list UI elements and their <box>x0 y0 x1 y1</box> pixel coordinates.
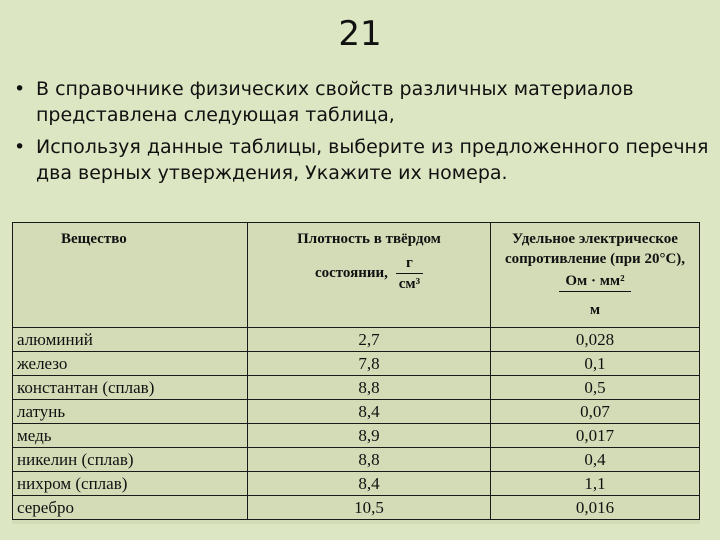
resistivity-cell: 0,016 <box>491 496 700 520</box>
resistivity-header <box>491 223 700 328</box>
density-cell: 8,4 <box>248 400 491 424</box>
table-row <box>13 448 700 472</box>
table-row <box>13 376 700 400</box>
table-header-row <box>13 223 700 328</box>
bullet-list <box>10 76 710 192</box>
table-row <box>13 328 700 352</box>
density-unit-denominator: см³ <box>398 276 421 292</box>
density-cell: 10,5 <box>248 496 491 520</box>
bullet-text: Используя данные таблицы, выберите из предложенного перечня два верных утверждения, Укажите их номера. <box>36 136 709 184</box>
substance-cell: железо <box>13 352 248 376</box>
resistivity-header-line1: Удельное электрическое <box>512 231 678 247</box>
density-cell: 8,4 <box>248 472 491 496</box>
density-header-line2: состоянии, <box>314 264 388 281</box>
density-cell: 8,9 <box>248 424 491 448</box>
substance-cell: серебро <box>13 496 248 520</box>
substance-cell: латунь <box>13 400 248 424</box>
resistivity-cell: 0,07 <box>491 400 700 424</box>
resistivity-unit-numerator: Ом · мм² <box>559 271 630 292</box>
resistivity-cell: 0,017 <box>491 424 700 448</box>
slide-number: 21 <box>338 14 382 54</box>
properties-table-container <box>12 222 700 524</box>
resistivity-cell: 1,1 <box>491 472 700 496</box>
resistivity-cell: 0,4 <box>491 448 700 472</box>
density-unit-numerator: г <box>396 253 423 274</box>
substance-cell: алюминий <box>13 328 248 352</box>
bullet-dot: • <box>14 78 26 100</box>
properties-table <box>12 222 700 520</box>
density-cell: 8,8 <box>248 448 491 472</box>
bullet-item <box>10 76 710 128</box>
resistivity-cell: 0,5 <box>491 376 700 400</box>
substance-cell: нихром (сплав) <box>13 472 248 496</box>
density-unit <box>396 253 423 294</box>
resistivity-unit <box>559 271 630 320</box>
substance-cell: никелин (сплав) <box>13 448 248 472</box>
resistivity-cell: 0,1 <box>491 352 700 376</box>
table-row <box>13 424 700 448</box>
resistivity-cell: 0,028 <box>491 328 700 352</box>
density-header-line1: Плотность в твёрдом <box>297 231 441 247</box>
density-cell: 2,7 <box>248 328 491 352</box>
bullet-item <box>10 134 710 186</box>
table-row <box>13 472 700 496</box>
table-row <box>13 352 700 376</box>
table-row <box>13 400 700 424</box>
table-row <box>13 496 700 520</box>
substance-cell: медь <box>13 424 248 448</box>
substance-cell: константан (сплав) <box>13 376 248 400</box>
density-header <box>248 223 491 328</box>
resistivity-unit-denominator: м <box>589 302 601 318</box>
density-cell: 8,8 <box>248 376 491 400</box>
density-cell: 7,8 <box>248 352 491 376</box>
bullet-text: В справочнике физических свойств различных материалов представлена следующая таблица, <box>36 78 634 126</box>
bullet-dot: • <box>14 136 26 158</box>
substance-header: Вещество <box>13 223 248 328</box>
resistivity-header-line2: сопротивление (при 20°С), <box>504 251 686 267</box>
